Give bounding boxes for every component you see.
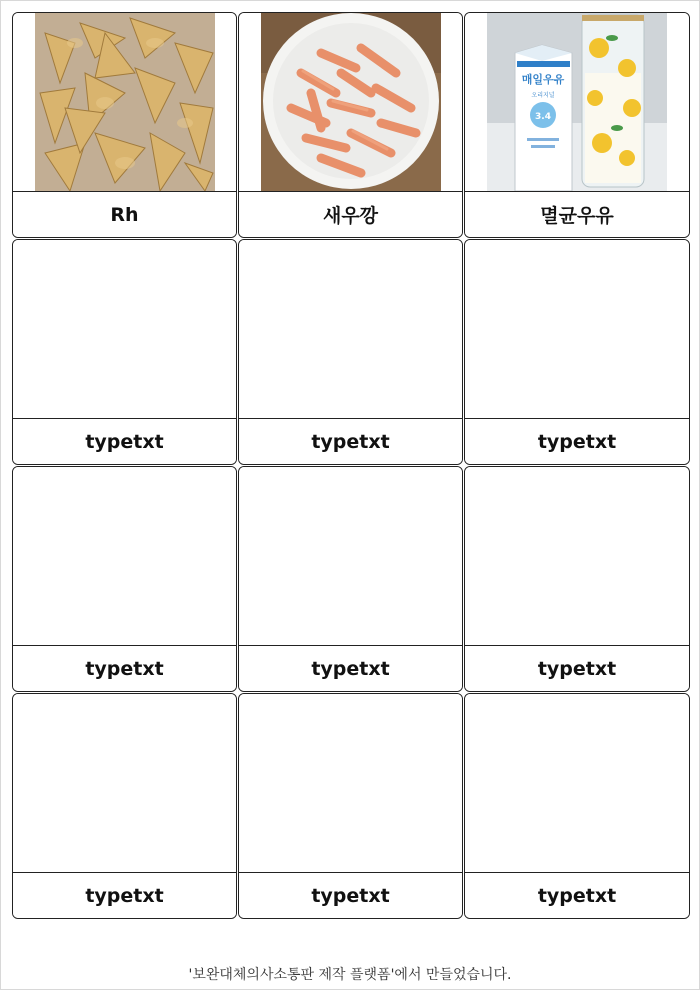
card-image-placeholder	[465, 467, 689, 647]
card-empty[interactable]	[464, 693, 690, 919]
card-shrimp-cracker[interactable]	[238, 12, 463, 238]
card-empty[interactable]	[238, 693, 463, 919]
milk-brand-text: 매일우유	[521, 73, 565, 86]
card-empty[interactable]	[238, 466, 463, 692]
card-label: 멸균우유	[465, 191, 689, 237]
card-empty[interactable]	[12, 693, 237, 919]
card-empty[interactable]	[12, 239, 237, 465]
milk-fat-text: 3.4	[535, 112, 551, 122]
card-empty[interactable]	[12, 466, 237, 692]
shrimp-cracker-photo	[239, 13, 462, 193]
card-label: typetxt	[13, 418, 236, 464]
card-label: typetxt	[239, 872, 462, 918]
card-empty[interactable]	[464, 239, 690, 465]
card-image-placeholder	[239, 240, 462, 420]
card-label: typetxt	[465, 645, 689, 691]
card-image-placeholder	[465, 694, 689, 874]
cone-snack-photo	[13, 13, 236, 193]
card-label: typetxt	[239, 645, 462, 691]
card-label: 새우깡	[239, 191, 462, 237]
card-label: typetxt	[13, 872, 236, 918]
card-label: typetxt	[465, 872, 689, 918]
card-label: typetxt	[239, 418, 462, 464]
card-empty[interactable]	[464, 466, 690, 692]
card-cone-snack[interactable]	[12, 12, 237, 238]
card-empty[interactable]	[238, 239, 463, 465]
card-image-placeholder	[239, 694, 462, 874]
milk-carton-photo	[465, 13, 689, 193]
card-label: typetxt	[13, 645, 236, 691]
footer-credit: '보완대체의사소통판 제작 플랫폼'에서 만들었습니다.	[188, 967, 512, 983]
card-grid	[12, 12, 690, 919]
milk-subtitle-text: 오리지널	[531, 92, 555, 99]
card-label: typetxt	[465, 418, 689, 464]
card-image-placeholder	[13, 240, 236, 420]
card-image-placeholder	[13, 694, 236, 874]
card-image-placeholder	[465, 240, 689, 420]
card-milk[interactable]	[464, 12, 690, 238]
card-label: Rh	[13, 191, 236, 237]
card-image-placeholder	[13, 467, 236, 647]
card-image-placeholder	[239, 467, 462, 647]
